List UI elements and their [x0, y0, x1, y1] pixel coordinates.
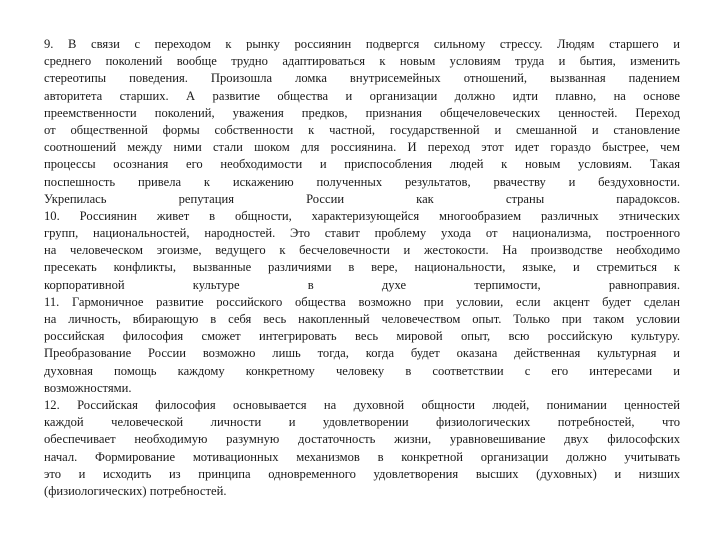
- text-line: (физиологических) потребностей.: [44, 483, 227, 498]
- paragraph-10: [44, 208, 680, 294]
- text-line: каждой человеческой личности и удовлетворении физиологических потребностей, что: [44, 415, 680, 430]
- paragraph-12: [44, 397, 680, 500]
- text-line: Преобразование России возможно лишь тогда, когда будет оказана действенная культурная и: [44, 346, 680, 361]
- text-line: стереотипы поведения. Произошла ломка внутрисемейных отношений, вызванная падением: [44, 71, 680, 86]
- text-line: на человеческом эгоизме, ведущего к бесчеловечности и жестокости. На производстве необходимо: [44, 243, 680, 258]
- text-line: Укрепилась репутация России как страны парадоксов.: [44, 191, 680, 206]
- text-line: 9. В связи с переходом к рынку россиянин подвергся сильному стрессу. Людям старшего и: [44, 37, 680, 51]
- text-line: 12. Российская философия основывается на духовной общности людей, понимании ценностей: [44, 397, 680, 412]
- text-line: возможностями.: [44, 380, 132, 395]
- text-line: групп, национальностей, народностей. Это ставит проблему ухода от национализма, построенного: [44, 226, 680, 241]
- text-line: на личность, вбирающую в себя весь накопленный человечеством опыт. Только при таком условии: [44, 312, 680, 326]
- text-line: авторитета старших. А развитие общества и организации должно идти плавно, на основе: [44, 88, 680, 103]
- text-line: процессы осознания его необходимости и приспособления людей к новым условиям. Такая: [44, 157, 680, 172]
- text-line: среднего поколений вообще трудно адаптироваться к новым условиям труда и бытия, изменить: [44, 54, 680, 69]
- text-line: от общественной формы собственности к частной, государственной и смешанной и становление: [44, 122, 680, 137]
- text-line: корпоративной культуре в духе терпимости, равноправия.: [44, 277, 680, 292]
- paragraph-11: [44, 294, 680, 397]
- text-line: начал. Формирование мотивационных механизмов в конкретной организации должно учитывать: [44, 449, 680, 464]
- text-line: поспешность привела к искажению полученных результатов, рвачеству и бездуховности.: [44, 174, 680, 189]
- text-line: российская философия сможет интегрировать весь мировой опыт, всю российскую культуру.: [44, 329, 680, 344]
- text-line: пресекать конфликты, вызванные различиями в вере, национальности, языке, и стремиться к: [44, 260, 680, 275]
- document-page: [44, 36, 680, 500]
- text-line: преемственности поколений, уважения предков, признания общечеловеческих ценностей. Переход: [44, 105, 680, 120]
- text-line: обеспечивает необходимую разумную достаточность жизни, уравновешивание двух философских: [44, 432, 680, 447]
- paragraph-9: [44, 36, 680, 208]
- text-line: соотношений между ними стали шоком для россиянина. И переход этот идет гораздо быстрее, чем: [44, 140, 680, 155]
- text-line: это и исходить из принципа одновременного удовлетворения высших (духовных) и низших: [44, 466, 680, 481]
- text-line: 11. Гармоничное развитие российского общества возможно при условии, если акцент будет сделан: [44, 294, 680, 309]
- text-line: 10. Россиянин живет в общности, характеризующейся многообразием различных этнических: [44, 208, 680, 223]
- text-line: духовная помощь каждому конкретному человеку в соответствии с его интересами и: [44, 363, 680, 378]
